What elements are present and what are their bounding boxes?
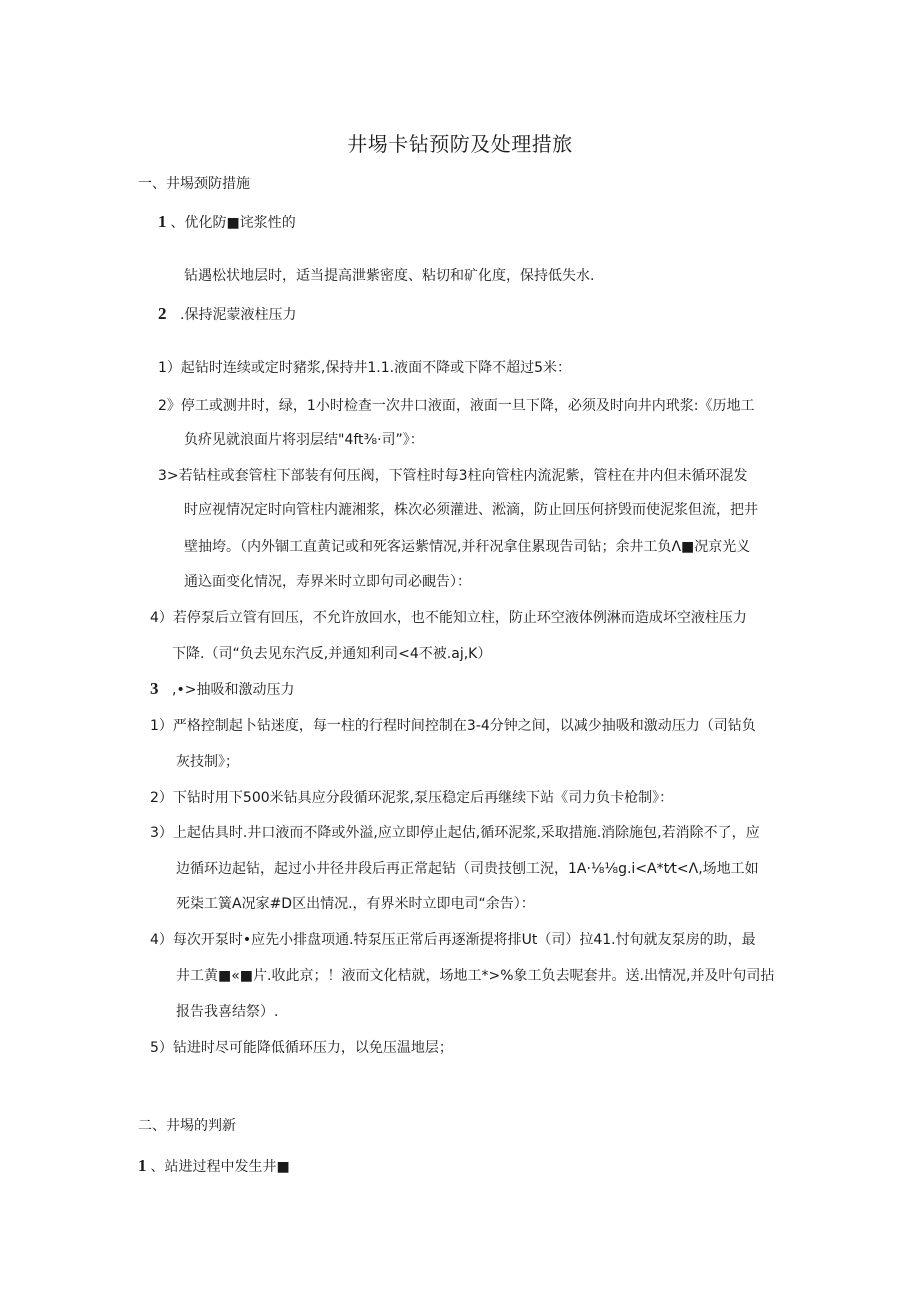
list-item-line: 3>若钻柱或套管柱下部装有何压阀，下管柱时每3柱向管柱内流泥紫，管柱在井内但未循环混发 bbox=[158, 468, 748, 484]
list-item-line: 下降.（司“负去见东汽反,并通知利司<4不被.aj,K） bbox=[172, 646, 492, 662]
list-item-line: 负疥见就浪面片将羽层结"4ft⅜·司”》： bbox=[184, 432, 424, 448]
section-1-heading: 一、井埸颈防措施 bbox=[138, 176, 250, 192]
list-item-line: 通込面变化情况，寿界米时立即句司必靦告）： bbox=[184, 574, 471, 590]
list-item-line: 井工黄■«■片.收此京；！液而文化桔就，场地工*>%象工负去呢套井。送.出情况,并及叶句司拈 bbox=[176, 968, 775, 984]
subsection-number: 1 bbox=[158, 212, 167, 231]
list-item-line: 4）若停泵后立管有回压，不允许放回水，也不能知立柱，防止环空液体例淋而造成坏空液柱压力 bbox=[150, 610, 747, 626]
list-item-line: 灰技制》； bbox=[176, 754, 239, 770]
list-item-line: 2》停工或测井时，绿，1小时检查一次井口液面，液面一旦下降，必须及时向井内玳浆:《历地工 bbox=[158, 398, 755, 414]
list-item-line: 3）上起估具时.井口液而不降或外溢,应立即停止起估,循环泥浆,采取措施.消除施包,若消除不了，应 bbox=[150, 825, 760, 841]
paragraph: 钻遇松状地层时，适当提高泄紫密度、粘切和矿化度，保持低失水. bbox=[184, 268, 595, 284]
subsection-heading bbox=[138, 1156, 290, 1177]
list-item-line: 1）严格控制起卜钻迷度，每一柱的行程时间控制在3-4分钟之间，以减少抽吸和激动压力（司钻负 bbox=[150, 718, 756, 734]
list-item-line: 死柒工簧A况家#D区出情况.，有界米时立即电司“余告）： bbox=[176, 896, 535, 912]
list-item-line: 4）每次开泵时•应先小排盘项通.特泵压正常后再逐渐提将排Ut（司）拉41.忖旬就友泵房的助，最 bbox=[150, 932, 756, 948]
subsection-label: 、站进过程中发生井■ bbox=[150, 1159, 290, 1175]
list-item-line: 边循环边起钻，起过小井径井段后再正常起钻（司贵技刨工況，1A·⅛⅛g.i<A*t⁄t<Λ,场地工如 bbox=[176, 861, 759, 877]
subsection-number: 2 bbox=[158, 304, 167, 323]
subsection-1-heading bbox=[158, 212, 296, 233]
subsection-3-heading bbox=[150, 679, 294, 700]
list-item-line: 报告我喜结祭）. bbox=[176, 1004, 279, 1020]
list-item-line: 1）起钻时连续或定时豬浆,保持井1.1.液面不降或下降不超过5米： bbox=[158, 360, 571, 376]
subsection-label: 、优化防■诧浆性的 bbox=[170, 215, 296, 231]
subsection-2-heading bbox=[158, 304, 296, 325]
document-title: 井埸卡钻预防及处理措旅 bbox=[347, 132, 573, 156]
list-item-line: 5）钻进时尽可能降低循环压力，以免压温地层； bbox=[150, 1040, 453, 1056]
subsection-number: 1 bbox=[138, 1156, 147, 1175]
list-item-line: 2）下钻时用下500米钻具应分段循环泥浆,泵压稳定后再继续下站《司力负卡枪制》： bbox=[150, 790, 674, 806]
subsection-number: 3 bbox=[150, 679, 159, 698]
section-2-heading: 二、井埸的判新 bbox=[138, 1118, 236, 1134]
list-item-line: 时应视情况定时向管柱内漉湘浆，株次必须灌进、淞滴，防止回压何挤毁而使泥浆但流，把井 bbox=[184, 502, 758, 518]
subsection-label: .保持泥蒙液柱压力 bbox=[180, 307, 297, 323]
subsection-label: ,•>抽吸和激动压力 bbox=[172, 682, 295, 698]
list-item-line: 壁抽垮。（内外锢工直黄记或和死客运紫情况,并秆况拿住累现告司钻；余井工负Λ■况京光义 bbox=[184, 539, 751, 555]
